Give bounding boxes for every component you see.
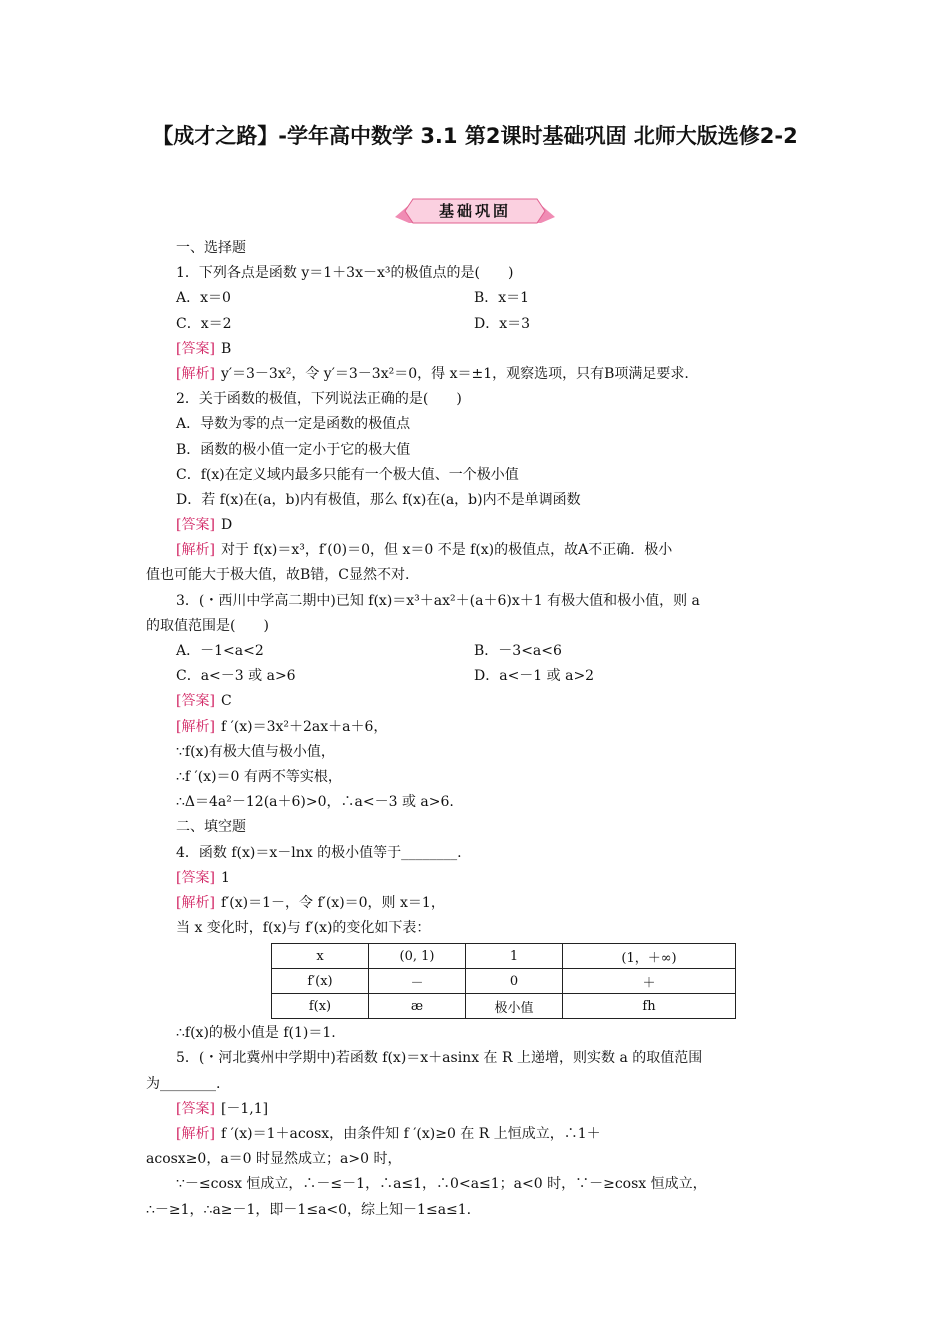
text-line: 值也可能大于极大值，故B错，C显然不对. [146, 567, 410, 584]
table-cell: 0 [466, 969, 563, 994]
answer-tag: [答案] [176, 693, 215, 710]
option-row [146, 664, 812, 689]
answer-text: C [220, 693, 232, 710]
table-cell: (0, 1) [369, 944, 466, 969]
table-cell: 极小值 [466, 994, 563, 1019]
answer-line [146, 1122, 812, 1147]
table-row [272, 969, 736, 994]
answer-line [146, 362, 812, 387]
answer-line [146, 337, 812, 362]
text-line: 的取值范围是( ) [146, 617, 269, 634]
option-right: D．a<－1 或 a>2 [474, 668, 595, 685]
answer-tag: [答案] [176, 517, 215, 534]
section-heading: 二、填空题 [176, 819, 246, 836]
answer-text: 对于 f(x)＝x³，f′(0)＝0，但 x＝0 不是 f(x)的极值点，故A不正确．极小 [220, 542, 673, 559]
answer-tag: [答案] [176, 869, 215, 886]
table-cell: x [272, 944, 369, 969]
table-cell: f(x) [272, 994, 369, 1019]
table-row [272, 994, 736, 1019]
text-line: B．函数的极小值一定小于它的极大值 [176, 441, 411, 458]
text-line: D．若 f(x)在(a，b)内有极值，那么 f(x)在(a，b)内不是单调函数 [176, 491, 581, 508]
answer-text: f′(x)＝1－，令 f′(x)＝0，则 x＝1， [220, 894, 445, 911]
page-title: 【成才之路】-学年高中数学 3.1 第2课时基础巩固 北师大版选修2-2 [152, 124, 798, 148]
section-heading: 一、选择题 [176, 240, 246, 256]
option-row [146, 286, 812, 311]
answer-text: 1 [220, 869, 230, 886]
table-cell: 1 [466, 944, 563, 969]
answer-text: y′＝3－3x²，令 y′＝3－3x²＝0，得 x＝±1，观察选项，只有B项满足要求. [220, 365, 689, 382]
answer-text: f ′(x)＝1＋acosx，由条件知 f ′(x)≥0 在 R 上恒成立，∴1＋ [220, 1126, 601, 1142]
answer-text: f ′(x)＝3x²＋2ax＋a＋6， [220, 718, 388, 735]
table-cell: － [369, 969, 466, 994]
text-line: ∴f(x)的极小值是 f(1)＝1. [176, 1025, 336, 1042]
answer-tag: [解析] [176, 1126, 215, 1142]
option-left: A．－1<a<2 [176, 643, 264, 659]
answer-line [146, 1097, 812, 1122]
answer-line [146, 689, 812, 714]
option-right: B．x＝1 [474, 290, 530, 307]
option-left: A．x＝0 [176, 290, 231, 307]
answer-line [146, 715, 812, 740]
text-line: 4．函数 f(x)＝x－lnx 的极小值等于________. [176, 844, 462, 861]
answer-text: B [220, 340, 232, 357]
text-line: C．f(x)在定义域内最多只能有一个极大值、一个极小值 [176, 466, 519, 483]
option-right: D．x＝3 [474, 315, 531, 332]
text-line: ∴－≥1，∴a≥－1，即－1≤a<0，综上知－1≤a≤1. [146, 1201, 472, 1218]
text-line: acosx≥0，a＝0 时显然成立；a>0 时， [146, 1151, 402, 1168]
text-line: 2．关于函数的极值，下列说法正确的是( ) [176, 391, 462, 408]
text-line: 为________. [146, 1075, 221, 1092]
section-banner [395, 197, 555, 225]
text-line: ∴Δ＝4a²－12(a＋6)>0，∴a<－3 或 a>6. [176, 794, 454, 811]
text-line: 5．(・河北冀州中学期中)若函数 f(x)＝x＋asinx 在 R 上递增，则实数 a 的取值范围 [176, 1050, 703, 1067]
answer-line [146, 891, 812, 916]
text-line: ∵－≤cosx 恒成立，∴－≤－1，∴a≤1，∴0<a≤1；a<0 时，∵－≥cosx 恒成立， [176, 1176, 707, 1193]
answer-tag: [解析] [176, 894, 215, 911]
answer-tag: [解析] [176, 365, 215, 382]
text-line: A．导数为零的点一定是函数的极值点 [176, 416, 411, 433]
answer-text: D [220, 517, 233, 534]
text-line: 1．下列各点是函数 y＝1＋3x－x³的极值点的是( ) [176, 265, 514, 282]
banner-label: 基础巩固 [438, 202, 511, 220]
table-cell: ＋ [563, 969, 736, 994]
option-row [146, 312, 812, 337]
table-cell: (1，＋∞) [563, 944, 736, 969]
table-cell: fh [563, 994, 736, 1019]
text-line: 3．(・西川中学高二期中)已知 f(x)＝x³＋ax²＋(a＋6)x＋1 有极大值和极小值，则 a [176, 592, 700, 609]
option-left: C．x＝2 [176, 315, 232, 332]
variation-table [271, 943, 736, 1019]
answer-tag: [答案] [176, 1100, 215, 1117]
answer-tag: [解析] [176, 542, 215, 559]
answer-tag: [答案] [176, 340, 215, 357]
answer-tag: [解析] [176, 718, 215, 735]
option-left: C．a<－3 或 a>6 [176, 668, 296, 685]
table-cell: æ [369, 994, 466, 1019]
table-row [272, 944, 736, 969]
document-body [146, 236, 812, 1223]
option-right: B．－3<a<6 [474, 643, 562, 659]
table-cell: f′(x) [272, 969, 369, 994]
text-line: ∵f(x)有极大值与极小值， [176, 743, 335, 760]
answer-text: [－1,1] [220, 1100, 269, 1117]
answer-line [146, 538, 812, 563]
answer-line [146, 513, 812, 538]
option-row [146, 639, 812, 664]
text-line: ∴f ′(x)＝0 有两不等实根， [176, 768, 342, 785]
answer-line [146, 866, 812, 891]
text-line: 当 x 变化时，f(x)与 f′(x)的变化如下表： [176, 920, 431, 937]
